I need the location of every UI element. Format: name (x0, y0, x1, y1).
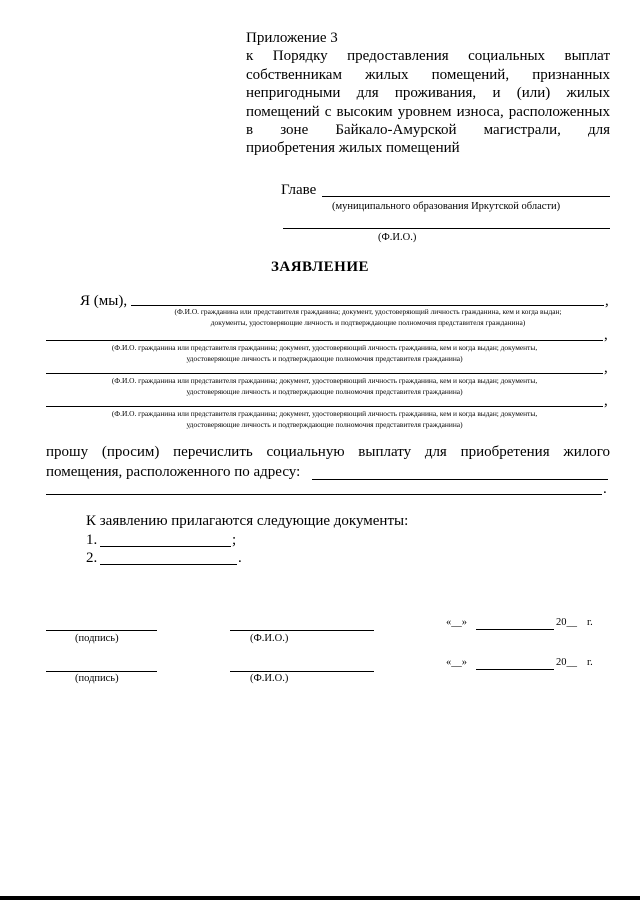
caption-line: удостоверяющие личность и подтверждающие полномочия представителя гражданина) (186, 419, 463, 429)
head-fio-caption: (Ф.И.О.) (378, 232, 417, 243)
caption-line: (Ф.И.О. гражданина или представителя гражданина; документ, удостоверяющий личность гражданина, кем и когда выдан; документы, (111, 376, 538, 385)
appendix-line: к Порядку предоставления социальных выплат (246, 48, 610, 65)
fio-caption-1: (Ф.И.О.) (250, 633, 289, 644)
attachment-item-1-number: 1. (86, 532, 98, 548)
attachment-item-2-number: 2. (86, 550, 98, 566)
request-line-1: прошу (просим) перечислить социальную выплату для приобретения жилого (46, 444, 610, 460)
signature-caption-2: (подпись) (75, 673, 119, 684)
applicant-field-4[interactable] (46, 406, 603, 407)
appendix-line: собственникам жилых помещений, признанных (246, 66, 610, 83)
request-line-2: помещения, расположенного по адресу: (46, 464, 301, 480)
appendix-line: Приложение 3 (246, 30, 338, 46)
appendix-line: в зоне Байкало-Амурской магистрали, для (246, 122, 610, 139)
head-fio-field[interactable] (283, 228, 610, 229)
attachment-field-2[interactable] (100, 564, 237, 565)
attachment-field-1[interactable] (100, 546, 231, 547)
date-month-field-1[interactable] (476, 629, 554, 630)
caption-line: (Ф.И.О. гражданина или представителя гражданина; документ, удостоверяющий личность гражданина, кем и когда выдан; документы, (111, 343, 538, 352)
addressee-label: Главе (281, 182, 317, 198)
caption-line: документы, удостоверяющие личность и подтверждающие полномочия представителя гражданина) (210, 317, 526, 327)
appendix-line: приобретения жилых помещений (246, 140, 460, 157)
caption-line: удостоверяющие личность и подтверждающие полномочия представителя гражданина) (186, 386, 463, 396)
address-field-1[interactable] (312, 479, 608, 480)
signature-field-2[interactable] (46, 671, 157, 672)
caption-line: (Ф.И.О. гражданина или представителя гражданина; документ, удостоверяющий личность гражданина, кем и когда выдан; документы, (111, 409, 538, 418)
signature-caption-1: (подпись) (75, 633, 119, 644)
applicant-caption-4 (46, 409, 603, 430)
date-year-suffix-1: г. (587, 617, 593, 628)
scan-edge-bar (0, 896, 640, 900)
applicant-caption-3 (46, 376, 603, 397)
date-day-2: «__» (446, 657, 467, 668)
applicant-field-3[interactable] (46, 373, 603, 374)
head-name-field[interactable] (322, 196, 610, 197)
attachment-item-1-end: ; (232, 532, 237, 548)
date-day-1: «__» (446, 617, 467, 628)
signature-field-1[interactable] (46, 630, 157, 631)
appendix-line: помещений с высоким уровнем износа, расположенных (246, 103, 610, 120)
caption-line: (Ф.И.О. гражданина или представителя гражданина; документ, удостоверяющий личность гражданина, кем и когда выдан; (174, 307, 562, 316)
municipality-caption: (муниципального образования Иркутской области) (332, 201, 561, 212)
applicant-caption-1 (128, 307, 608, 328)
fio-field-1[interactable] (230, 630, 374, 631)
fio-caption-2: (Ф.И.О.) (250, 673, 289, 684)
comma: , (605, 293, 609, 309)
caption-line: удостоверяющие личность и подтверждающие полномочия представителя гражданина) (186, 353, 463, 363)
document-title: ЗАЯВЛЕНИЕ (270, 259, 370, 275)
date-year-1: 20__ (556, 617, 577, 628)
date-year-2: 20__ (556, 657, 577, 668)
date-month-field-2[interactable] (476, 669, 554, 670)
applicants-lead: Я (мы), (80, 293, 128, 309)
applicant-caption-2 (46, 343, 603, 364)
fio-field-2[interactable] (230, 671, 374, 672)
appendix-line: непригодными для проживания, и (или) жилых (246, 85, 610, 102)
period: . (603, 481, 607, 497)
comma: , (604, 393, 608, 409)
applicant-field-2[interactable] (46, 340, 603, 341)
attachments-heading: К заявлению прилагаются следующие документы: (86, 513, 409, 529)
applicant-field-1[interactable] (131, 305, 604, 306)
attachment-item-2-end: . (238, 550, 242, 566)
comma: , (604, 327, 608, 343)
appendix-note (246, 29, 610, 158)
comma: , (604, 360, 608, 376)
address-field-2[interactable] (46, 494, 602, 495)
date-year-suffix-2: г. (587, 657, 593, 668)
